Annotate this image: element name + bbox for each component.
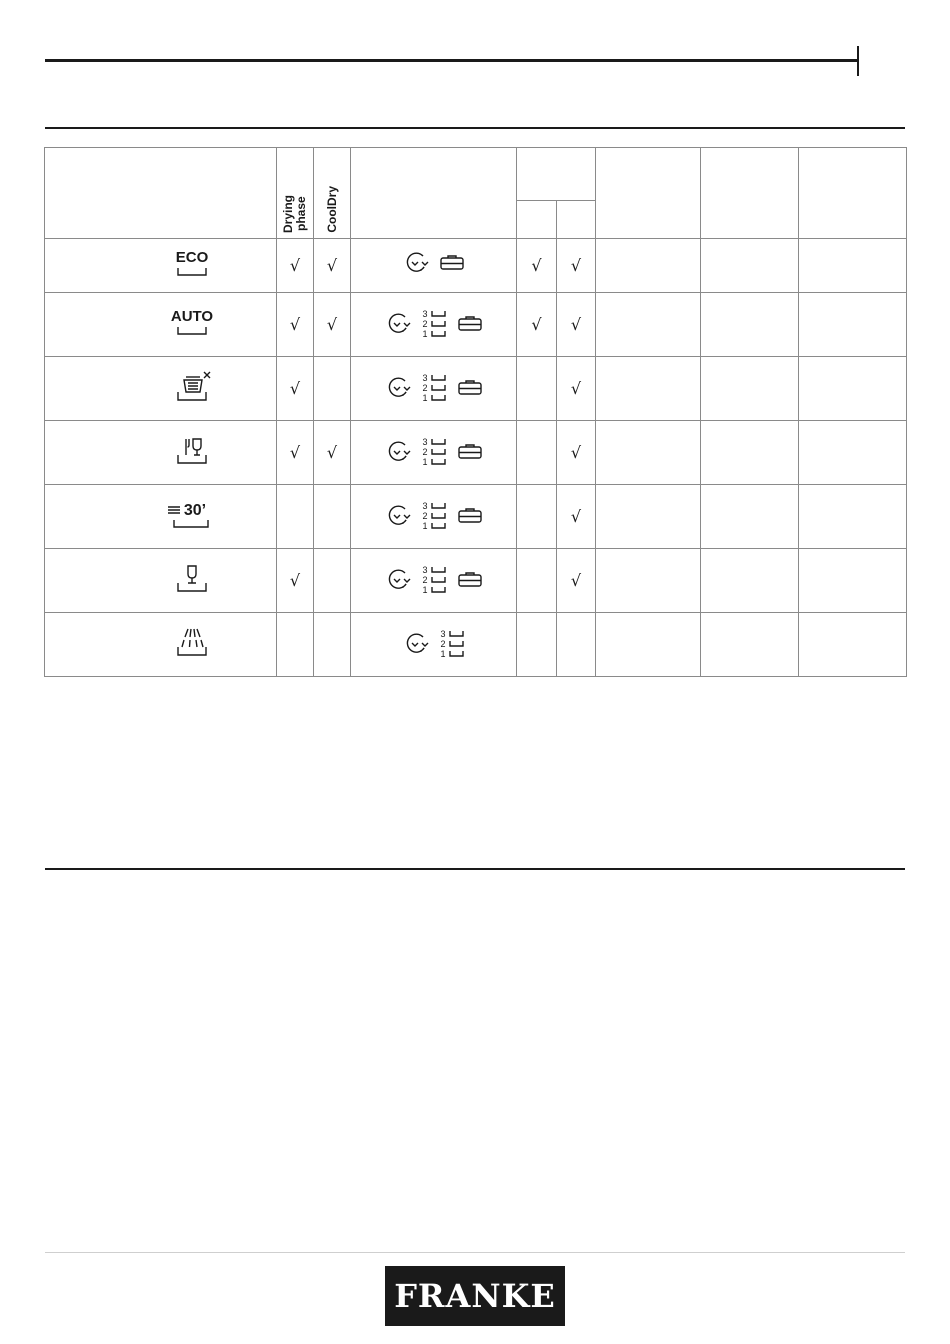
data-cell-9 xyxy=(799,239,907,293)
header-options xyxy=(351,148,517,239)
drying-phase-cell xyxy=(277,613,314,677)
check-mark: √ xyxy=(570,506,582,526)
check-mark: √ xyxy=(570,378,582,398)
header-group xyxy=(517,148,596,201)
option-b-cell xyxy=(557,549,596,613)
rack-selection-icon xyxy=(421,308,447,340)
top-rule xyxy=(45,59,859,62)
svg-text:1: 1 xyxy=(439,648,446,659)
cooldry-cell xyxy=(314,613,351,677)
option-b-cell xyxy=(557,485,596,549)
drying-phase-cell xyxy=(277,239,314,293)
check-mark: √ xyxy=(289,442,301,462)
rack-selection-icon xyxy=(421,372,447,404)
data-cell-9 xyxy=(799,613,907,677)
svg-text:3: 3 xyxy=(421,564,428,575)
data-cell-8 xyxy=(701,613,799,677)
cooldry-cell xyxy=(314,293,351,357)
option-a-cell xyxy=(517,549,557,613)
data-cell-7 xyxy=(596,421,701,485)
option-b-cell xyxy=(557,421,596,485)
check-mark: √ xyxy=(570,314,582,334)
programme-cell xyxy=(45,239,277,293)
drying-phase-cell xyxy=(277,421,314,485)
intensive-pot-icon xyxy=(174,368,214,404)
tablet-icon xyxy=(439,254,465,272)
data-cell-9 xyxy=(799,293,907,357)
option-b-cell xyxy=(557,293,596,357)
svg-text:AUTO: AUTO xyxy=(170,308,214,325)
cooldry-cell xyxy=(314,239,351,293)
header-sub-b xyxy=(557,201,596,239)
svg-text:2: 2 xyxy=(421,382,428,393)
section-rule-lower xyxy=(45,868,905,870)
svg-text:1: 1 xyxy=(421,456,428,467)
delay-start-icon xyxy=(385,375,411,401)
table-row xyxy=(45,239,907,293)
svg-text:1: 1 xyxy=(421,392,428,403)
option-a-cell xyxy=(517,485,557,549)
rack-selection-icon xyxy=(421,564,447,596)
options-cell xyxy=(351,293,517,357)
drying-phase-cell xyxy=(277,357,314,421)
delay-start-icon xyxy=(385,311,411,337)
header-drying-phase: Drying phase xyxy=(277,148,314,239)
header-cooldry: CoolDry xyxy=(314,148,351,239)
programme-rows xyxy=(45,239,907,677)
check-mark: √ xyxy=(531,314,542,334)
rack-selection-icon xyxy=(439,628,465,660)
check-mark: √ xyxy=(570,570,582,590)
check-mark: √ xyxy=(326,314,338,334)
option-a-cell xyxy=(517,293,557,357)
data-cell-9 xyxy=(799,549,907,613)
options-cell xyxy=(351,613,517,677)
table-row xyxy=(45,357,907,421)
drying-phase-cell xyxy=(277,293,314,357)
cooldry-cell xyxy=(314,421,351,485)
eco-programme-icon xyxy=(170,247,214,279)
data-cell-8 xyxy=(701,293,799,357)
data-cell-8 xyxy=(701,239,799,293)
header-sub-a xyxy=(517,201,557,239)
header-col-8 xyxy=(701,148,799,239)
rack-selection-icon xyxy=(421,500,447,532)
check-mark: √ xyxy=(289,570,301,590)
table-row xyxy=(45,613,907,677)
delay-start-icon xyxy=(385,503,411,529)
check-mark: √ xyxy=(531,255,542,275)
data-cell-7 xyxy=(596,293,701,357)
header-programme xyxy=(45,148,277,239)
prewash-rinse-icon xyxy=(174,625,214,659)
svg-text:2: 2 xyxy=(421,446,428,457)
programme-cell xyxy=(45,357,277,421)
svg-text:30’: 30’ xyxy=(183,502,207,519)
options-cell xyxy=(351,239,517,293)
cooldry-cell xyxy=(314,357,351,421)
options-cell xyxy=(351,485,517,549)
option-a-cell xyxy=(517,421,557,485)
svg-text:1: 1 xyxy=(421,584,428,595)
svg-text:3: 3 xyxy=(439,628,446,639)
check-mark: √ xyxy=(289,378,301,398)
tablet-icon xyxy=(457,315,483,333)
cooldry-cell xyxy=(314,549,351,613)
svg-text:3: 3 xyxy=(421,308,428,319)
tablet-icon xyxy=(457,571,483,589)
quick-30-icon xyxy=(164,498,214,530)
rack-selection-icon xyxy=(421,436,447,468)
top-rule-tick xyxy=(857,46,859,76)
data-cell-9 xyxy=(799,485,907,549)
cooldry-cell xyxy=(314,485,351,549)
svg-text:1: 1 xyxy=(421,328,428,339)
option-b-cell xyxy=(557,239,596,293)
delay-start-icon xyxy=(385,439,411,465)
option-a-cell xyxy=(517,239,557,293)
data-cell-7 xyxy=(596,239,701,293)
svg-text:ECO: ECO xyxy=(175,249,209,266)
auto-programme-icon xyxy=(170,306,214,338)
option-a-cell xyxy=(517,613,557,677)
data-cell-8 xyxy=(701,421,799,485)
check-mark: √ xyxy=(326,442,338,462)
tablet-icon xyxy=(457,379,483,397)
tablet-icon xyxy=(457,507,483,525)
table-row xyxy=(45,421,907,485)
programme-cell xyxy=(45,549,277,613)
header-col-7 xyxy=(596,148,701,239)
drying-phase-cell xyxy=(277,549,314,613)
data-cell-8 xyxy=(701,357,799,421)
data-cell-7 xyxy=(596,549,701,613)
programme-cell xyxy=(45,613,277,677)
svg-text:1: 1 xyxy=(421,520,428,531)
franke-logo: FRANKE xyxy=(385,1266,565,1326)
check-mark: √ xyxy=(326,255,338,275)
check-mark: √ xyxy=(289,255,301,275)
option-b-cell xyxy=(557,357,596,421)
svg-text:2: 2 xyxy=(439,638,446,649)
svg-text:3: 3 xyxy=(421,372,428,383)
section-rule-upper xyxy=(45,127,905,129)
footer-rule xyxy=(45,1252,905,1253)
programme-options-table xyxy=(44,147,907,677)
option-b-cell xyxy=(557,613,596,677)
programme-cell xyxy=(45,421,277,485)
table-row xyxy=(45,293,907,357)
data-cell-8 xyxy=(701,549,799,613)
programme-cell xyxy=(45,293,277,357)
check-mark: √ xyxy=(570,442,582,462)
delay-start-icon xyxy=(403,250,429,276)
data-cell-7 xyxy=(596,485,701,549)
data-cell-7 xyxy=(596,357,701,421)
options-cell xyxy=(351,421,517,485)
drying-phase-cell xyxy=(277,485,314,549)
table-row xyxy=(45,549,907,613)
delay-start-icon xyxy=(385,567,411,593)
svg-text:3: 3 xyxy=(421,436,428,447)
data-cell-9 xyxy=(799,421,907,485)
svg-text:2: 2 xyxy=(421,318,428,329)
check-mark: √ xyxy=(289,314,301,334)
programme-cell xyxy=(45,485,277,549)
svg-text:3: 3 xyxy=(421,500,428,511)
svg-text:2: 2 xyxy=(421,510,428,521)
glass-programme-icon xyxy=(174,561,214,595)
tablet-icon xyxy=(457,443,483,461)
options-cell xyxy=(351,357,517,421)
svg-text:2: 2 xyxy=(421,574,428,585)
table-row xyxy=(45,485,907,549)
options-cell xyxy=(351,549,517,613)
header-col-9 xyxy=(799,148,907,239)
option-a-cell xyxy=(517,357,557,421)
check-mark: √ xyxy=(570,255,582,275)
data-cell-9 xyxy=(799,357,907,421)
data-cell-8 xyxy=(701,485,799,549)
mixed-cutlery-glass-icon xyxy=(174,433,214,467)
delay-start-icon xyxy=(403,631,429,657)
data-cell-7 xyxy=(596,613,701,677)
